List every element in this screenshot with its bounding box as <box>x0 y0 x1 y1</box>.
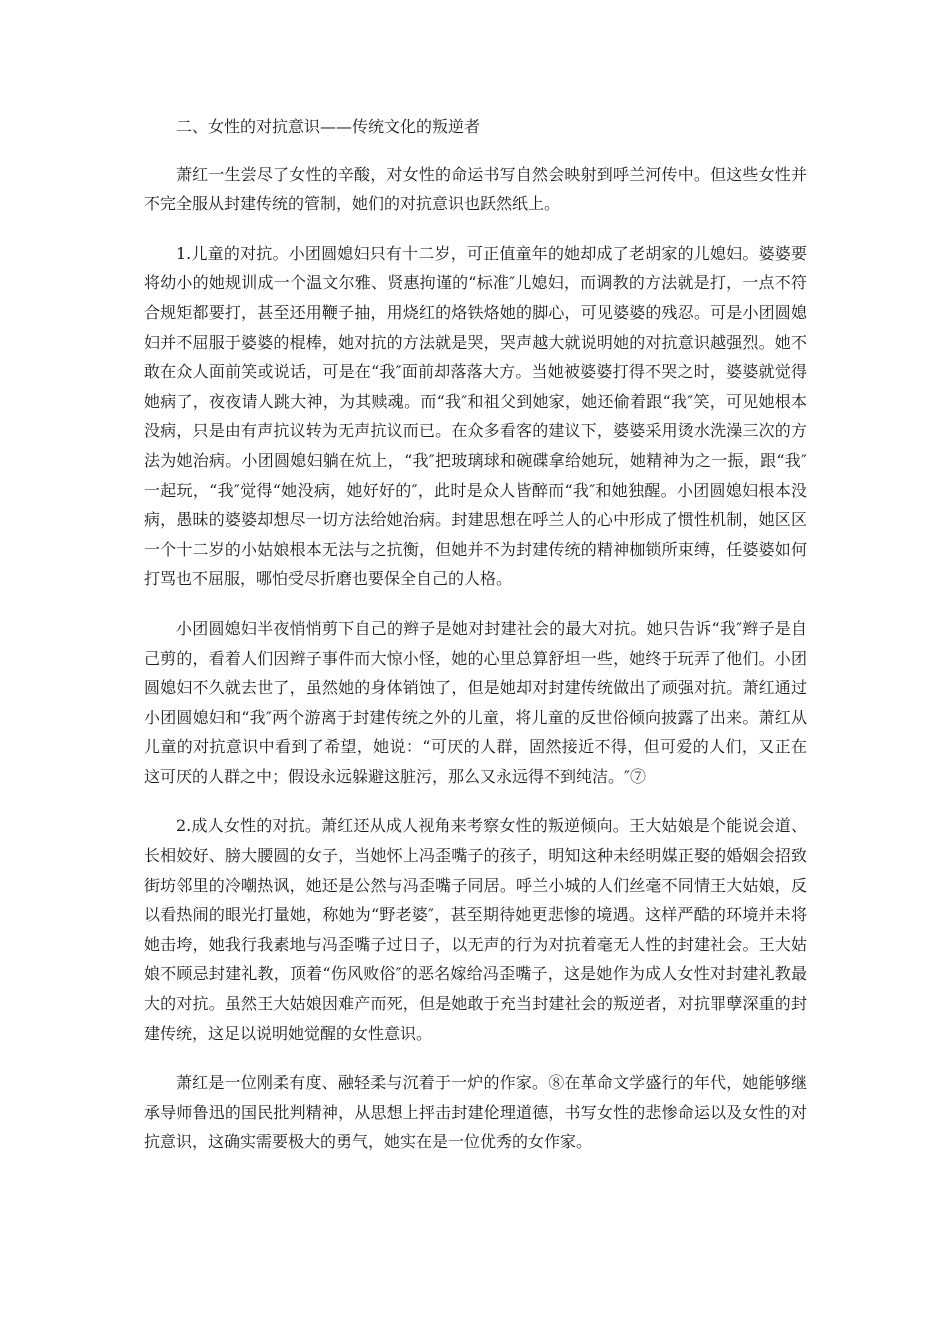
paragraph-intro: 萧红一生尝尽了女性的辛酸，对女性的命运书写自然会映射到呼兰河传中。但这些女性并不完全服从封建传统的管制，她们的对抗意识也跃然纸上。 <box>144 164 807 214</box>
section-heading: 二、女性的对抗意识——传统文化的叛逆者 <box>176 117 481 136</box>
article-body <box>144 112 807 1177</box>
paragraph-braid-resistance: 小团圆媳妇半夜悄悄剪下自己的辫子是她对封建社会的最大对抗。她只告诉“我″辫子是自己剪的，看着人们因辫子事件而大惊小怪，她的心里总算舒坦一些，她终于玩弄了他们。小团圆媳妇不久就去世了，虽然她的身体销蚀了，但是她却对封建传统做出了顽强对抗。萧红通过小团圆媳妇和“我″两个游离于封建传统之外的儿童，将儿童的反世俗倾向披露了出来。萧红从儿童的对抗意识中看到了希望，她说：“可厌的人群，固然接近不得，但可爱的人们，又正在这可厌的人群之中；假设永远躲避这脏污，那么又永远得不到纯洁。″⑦ <box>144 618 807 786</box>
paragraph-children-resistance: 1.儿童的对抗。小团圆媳妇只有十二岁，可正值童年的她却成了老胡家的儿媳妇。婆婆要将幼小的她规训成一个温文尔雅、贤惠拘谨的“标准″儿媳妇，而调教的方法就是打，一点不符合规矩都要打，甚至还用鞭子抽，用烧红的烙铁烙她的脚心，可见婆婆的残忍。可是小团圆媳妇并不屈服于婆婆的棍棒，她对抗的方法就是哭，哭声越大就说明她的对抗意识越强烈。她不敢在众人面前笑或说话，可是在“我″面前却落落大方。当她被婆婆打得不哭之时，婆婆就觉得她病了，夜夜请人跳大神，为其赎魂。而“我″和祖父到她家，她还偷着跟“我″笑，可见她根本没病，只是由有声抗议转为无声抗议而已。在众多看客的建议下，婆婆采用烫水洗澡三次的方法为她治病。小团圆媳妇躺在炕上，“我″把玻璃球和碗碟拿给她玩，她精神为之一振，跟“我″一起玩，“我″觉得“她没病，她好好的″，此时是众人皆醉而“我″和她独醒。小团圆媳妇根本没病，愚昧的婆婆却想尽一切方法给她治病。封建思想在呼兰人的心中形成了惯性机制，她区区一个十二岁的小姑娘根本无法与之抗衡，但她并不为封建传统的精神枷锁所束缚，任婆婆如何打骂也不屈服，哪怕受尽折磨也要保全自己的人格。 <box>144 243 807 589</box>
paragraph-adult-resistance: 2.成人女性的对抗。萧红还从成人视角来考察女性的叛逆倾向。王大姑娘是个能说会道、长相姣好、膀大腰圆的女子，当她怀上冯歪嘴子的孩子，明知这种未经明媒正娶的婚姻会招致街坊邻里的冷嘲热讽，她还是公然与冯歪嘴子同居。呼兰小城的人们丝毫不同情王大姑娘，反以看热闹的眼光打量她，称她为“野老婆″，甚至期待她更悲惨的境遇。这样严酷的环境并未将她击垮，她我行我素地与冯歪嘴子过日子，以无声的行为对抗着毫无人性的封建社会。王大姑娘不顾忌封建礼教，顶着“伤风败俗″的恶名嫁给冯歪嘴子，这是她作为成人女性对封建礼教最大的对抗。虽然王大姑娘因难产而死，但是她敢于充当封建社会的叛逆者，对抗罪孽深重的封建传统，这足以说明她觉醒的女性意识。 <box>144 816 807 1043</box>
paragraph-conclusion: 萧红是一位刚柔有度、融轻柔与沉着于一炉的作家。⑧在革命文学盛行的年代，她能够继承导师鲁迅的国民批判精神，从思想上抨击封建伦理道德，书写女性的悲惨命运以及女性的对抗意识，这确实需要极大的勇气，她实在是一位优秀的女作家。 <box>144 1073 807 1152</box>
